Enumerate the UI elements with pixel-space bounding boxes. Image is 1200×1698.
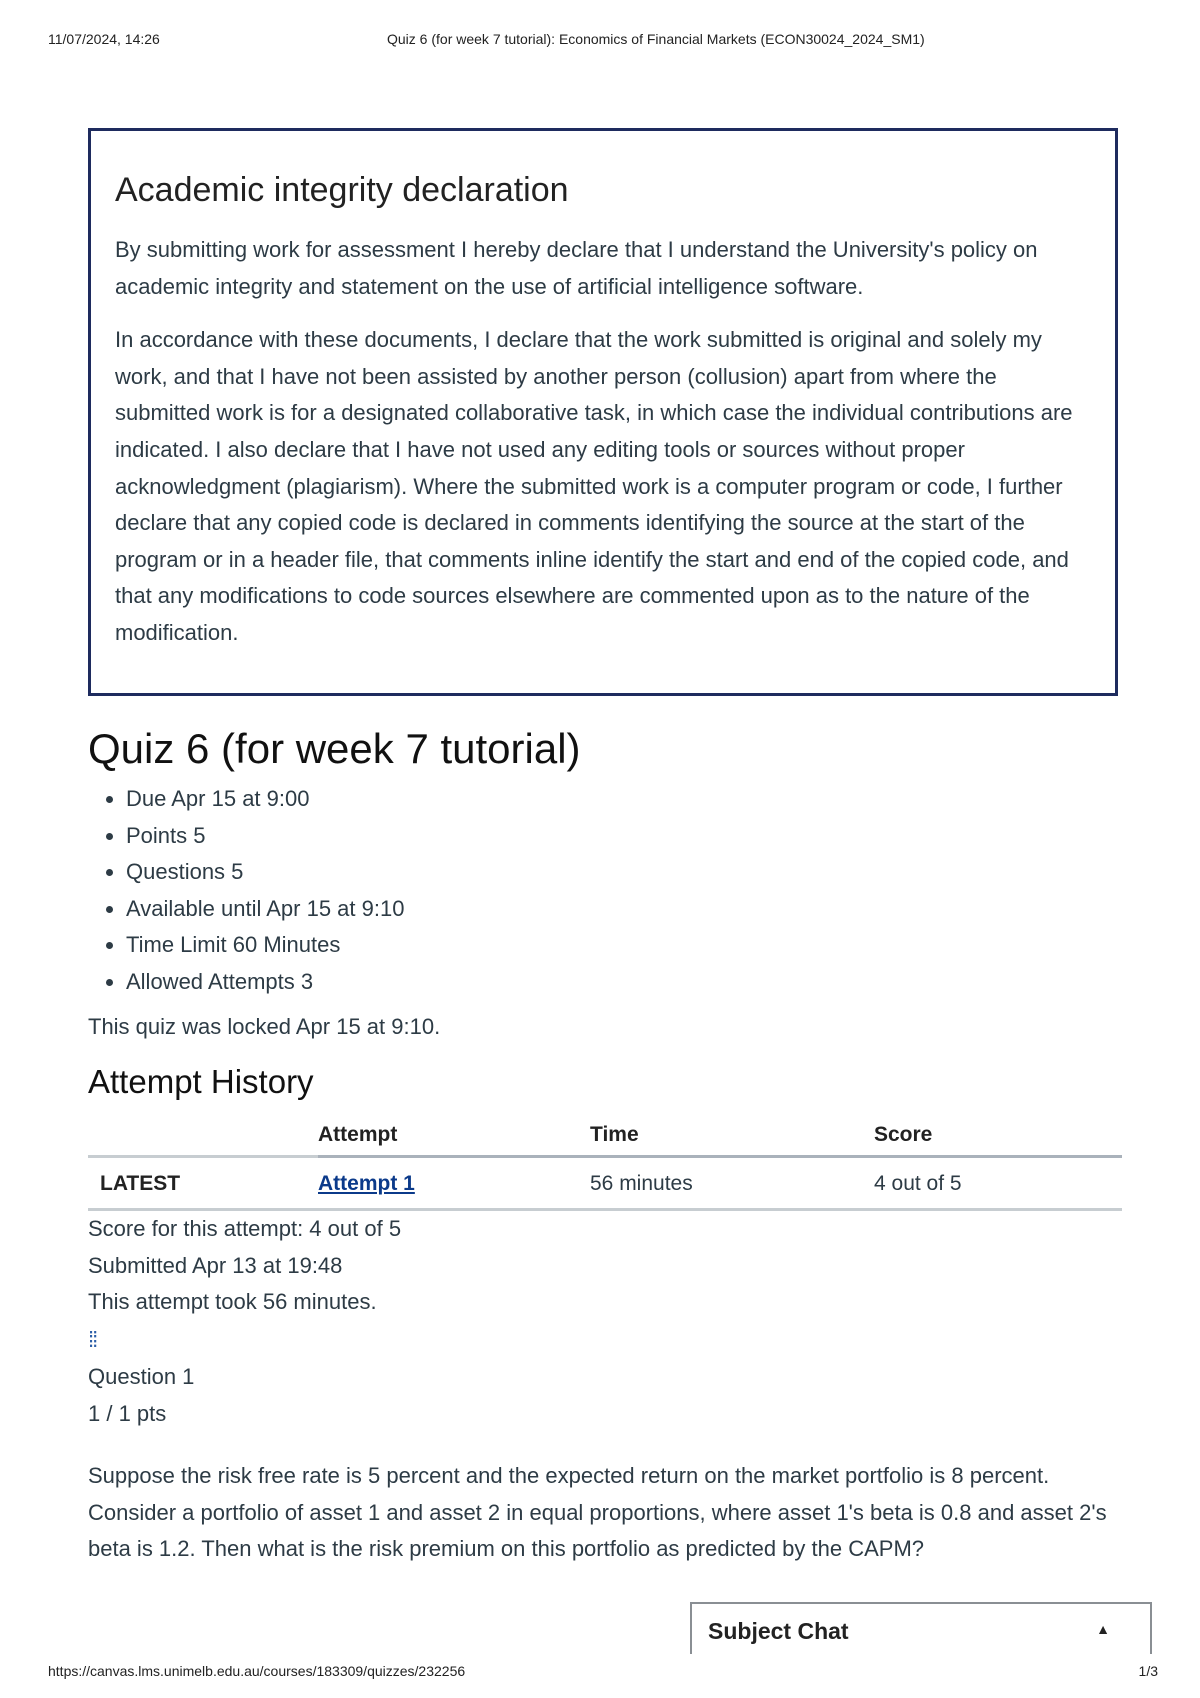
col-score: Score	[874, 1123, 1122, 1157]
detail-time-limit: • Time Limit 60 Minutes	[126, 927, 1122, 964]
subject-chat-button[interactable]	[690, 1602, 1152, 1654]
detail-due: • Due Apr 15 at 9:00	[126, 781, 1122, 818]
drag-handle-icon[interactable]: ⁞⁞	[88, 1326, 97, 1352]
latest-tag: LATEST	[88, 1157, 318, 1210]
declaration-title: Academic integrity declaration	[115, 171, 569, 209]
attempt-1-link[interactable]: Attempt 1	[318, 1172, 415, 1196]
declaration-paragraph: In accordance with these documents, I declare that the work submitted is original and solely my work, and that I have not been assisted by another person (collusion) apart from where the submitted work is for a designated collaborative task, in which case the individual contributions are indicated. I also declare that I have not used any editing tools or sources without proper acknowledgment (plagiarism). Where the submitted work is a computer program or code, I further declare that any copied code is declared in comments identifying the source at the start of the program or in a header file, that comments inline identify the start and end of the copied code, and that any modifications to code sources elsewhere are commented upon as to the nature of the modification.	[115, 327, 1073, 645]
attempt-score-summary: Score for this attempt: 4 out of 5	[88, 1216, 402, 1242]
detail-questions: • Questions 5	[126, 854, 1122, 891]
quiz-details	[88, 781, 1122, 1001]
detail-available: • Available until Apr 15 at 9:10	[126, 891, 1122, 928]
print-url: https://canvas.lms.unimelb.edu.au/courses/183309/quizzes/232256	[48, 1663, 466, 1679]
detail-points: • Points 5	[126, 818, 1122, 855]
attempt-duration: This attempt took 56 minutes.	[88, 1289, 377, 1315]
question-points: 1 / 1 pts	[88, 1400, 167, 1426]
print-page-number: 1/3	[1138, 1663, 1158, 1679]
question-text: Suppose the risk free rate is 5 percent and the expected return on the market portfolio is 8 percent. Consider a portfolio of asset 1 and asset 2 in equal proportions, where asset 1's beta is 0.8 and asset 2's beta is 1.2. Then what is the risk premium on this portfolio as predicted by the CAPM?	[88, 1463, 1107, 1562]
table-row	[88, 1157, 1122, 1210]
subject-chat-label: Subject Chat	[708, 1618, 849, 1644]
quiz-content	[88, 725, 1122, 1568]
attempt-history-title: Attempt History	[88, 1063, 314, 1101]
attempt-submitted: Submitted Apr 13 at 19:48	[88, 1252, 343, 1278]
print-datetime: 11/07/2024, 14:26	[48, 31, 160, 47]
caret-up-icon: ▲	[1096, 1621, 1110, 1637]
quiz-title: Quiz 6 (for week 7 tutorial)	[88, 725, 581, 772]
declaration-paragraph: By submitting work for assessment I hereby declare that I understand the University's policy on academic integrity and statement on the use of artificial intelligence software.	[115, 237, 1038, 299]
locked-notice: This quiz was locked Apr 15 at 9:10.	[88, 1013, 441, 1039]
attempt-score: 4 out of 5	[874, 1157, 1122, 1210]
question-label: Question 1	[88, 1363, 195, 1389]
col-tag	[88, 1123, 318, 1157]
attempt-history-table	[88, 1123, 1122, 1211]
academic-integrity-box	[88, 128, 1118, 696]
detail-attempts: • Allowed Attempts 3	[126, 964, 1122, 1001]
col-attempt: Attempt	[318, 1123, 590, 1157]
attempt-time: 56 minutes	[590, 1157, 874, 1210]
col-time: Time	[590, 1123, 874, 1157]
print-title: Quiz 6 (for week 7 tutorial): Economics of Financial Markets (ECON30024_2024_SM1)	[387, 31, 925, 47]
